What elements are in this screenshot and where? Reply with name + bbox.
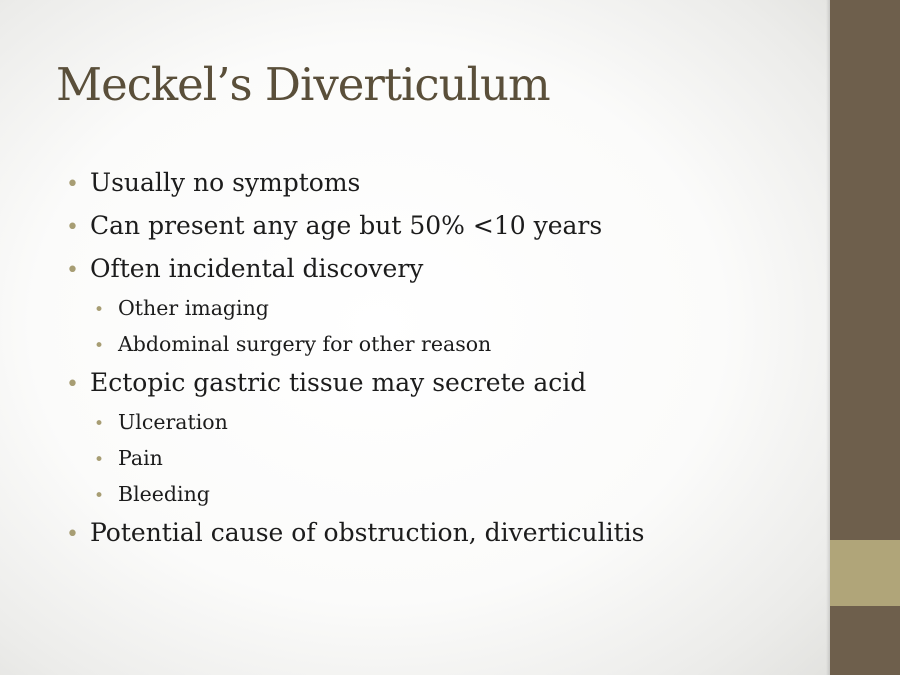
bullet-text: Often incidental discovery (90, 254, 424, 283)
sub-bullet-item (94, 295, 269, 323)
bullet-item (66, 518, 644, 550)
sub-bullet-icon: • (94, 486, 105, 506)
sub-bullet-icon: • (94, 300, 105, 320)
sub-bullet-icon: • (94, 414, 105, 434)
sub-bullet-icon: • (94, 336, 105, 356)
bullet-text: Can present any age but 50% <10 years (90, 211, 603, 240)
sub-bullet-text: Bleeding (118, 482, 210, 506)
bullet-icon: • (66, 172, 79, 197)
bullet-item (66, 211, 602, 243)
bullet-icon: • (66, 215, 79, 240)
bullet-icon: • (66, 372, 79, 397)
bullet-item (66, 168, 360, 200)
sub-bullet-item (94, 409, 228, 437)
bullet-text: Ectopic gastric tissue may secrete acid (90, 368, 587, 397)
sub-bullet-text: Pain (118, 446, 163, 470)
bullet-item (66, 368, 586, 400)
bullet-text: Potential cause of obstruction, diverticulitis (90, 518, 645, 547)
accent-block (830, 540, 900, 606)
sub-bullet-text: Abdominal surgery for other reason (118, 332, 492, 356)
sub-bullet-item (94, 331, 491, 359)
sub-bullet-text: Other imaging (118, 296, 269, 320)
sub-bullet-text: Ulceration (118, 410, 228, 434)
sub-bullet-item (94, 445, 163, 473)
sub-bullet-item (94, 481, 210, 509)
bullet-text: Usually no symptoms (90, 168, 361, 197)
sub-bullet-icon: • (94, 450, 105, 470)
bullet-item (66, 254, 423, 286)
slide-title: Meckel’s Diverticulum (56, 58, 550, 111)
bullet-icon: • (66, 258, 79, 283)
bullet-icon: • (66, 522, 79, 547)
